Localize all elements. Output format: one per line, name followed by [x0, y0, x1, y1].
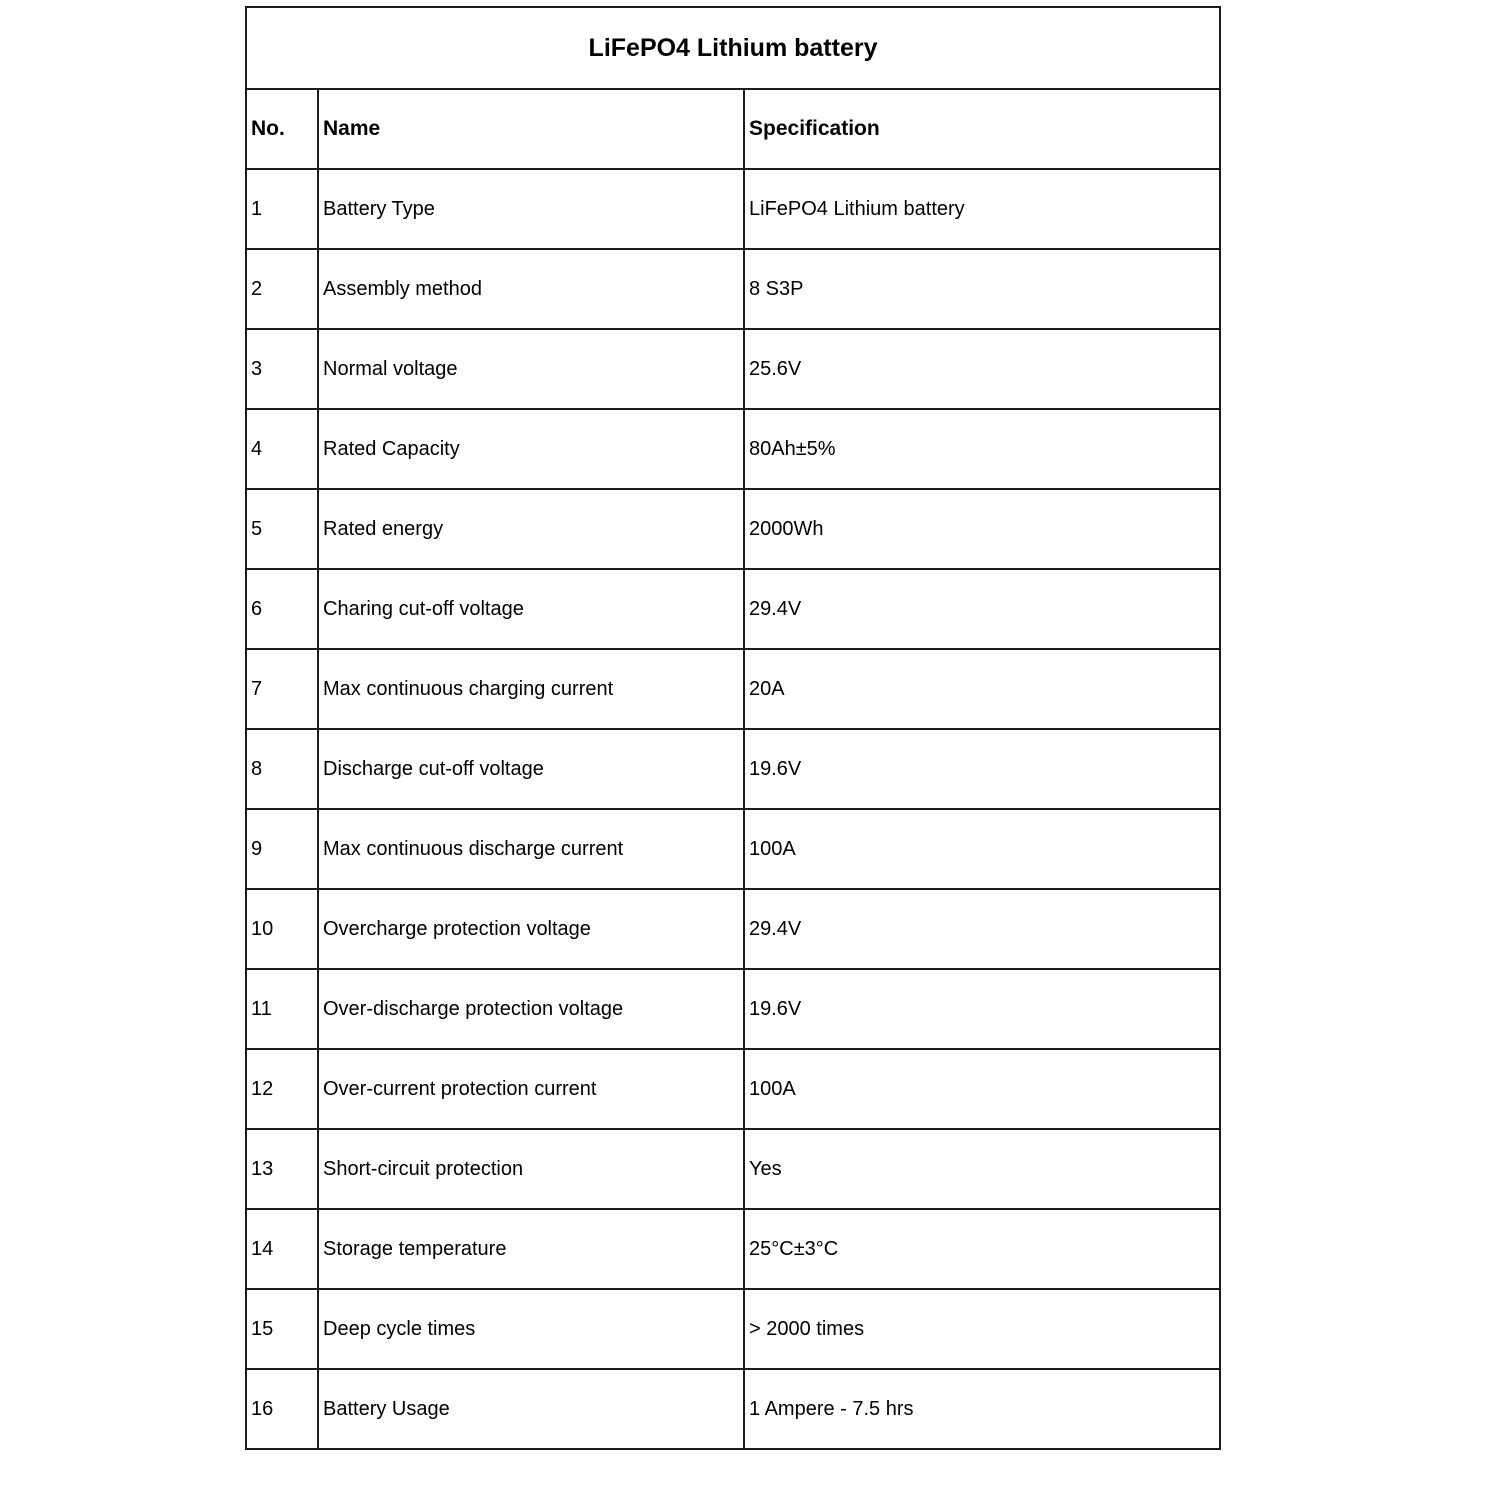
row-name: Normal voltage	[318, 329, 744, 409]
row-number: 9	[246, 809, 318, 889]
row-number: 3	[246, 329, 318, 409]
row-name: Max continuous charging current	[318, 649, 744, 729]
spec-table	[245, 6, 1221, 1450]
table-row	[246, 249, 1220, 329]
row-specification: 20A	[744, 649, 1220, 729]
table-row	[246, 889, 1220, 969]
row-name: Battery Type	[318, 169, 744, 249]
row-number: 4	[246, 409, 318, 489]
row-name: Deep cycle times	[318, 1289, 744, 1369]
table-row	[246, 489, 1220, 569]
row-name: Battery Usage	[318, 1369, 744, 1449]
table-row	[246, 969, 1220, 1049]
row-specification: 80Ah±5%	[744, 409, 1220, 489]
row-name: Overcharge protection voltage	[318, 889, 744, 969]
row-number: 14	[246, 1209, 318, 1289]
row-number: 16	[246, 1369, 318, 1449]
row-name: Over-discharge protection voltage	[318, 969, 744, 1049]
header-specification: Specification	[744, 89, 1220, 169]
row-specification: 2000Wh	[744, 489, 1220, 569]
row-number: 7	[246, 649, 318, 729]
row-name: Short-circuit protection	[318, 1129, 744, 1209]
table-row	[246, 409, 1220, 489]
row-specification: 25.6V	[744, 329, 1220, 409]
row-number: 11	[246, 969, 318, 1049]
row-number: 13	[246, 1129, 318, 1209]
table-row	[246, 649, 1220, 729]
header-no: No.	[246, 89, 318, 169]
row-specification: Yes	[744, 1129, 1220, 1209]
row-name: Over-current protection current	[318, 1049, 744, 1129]
table-row	[246, 809, 1220, 889]
row-number: 8	[246, 729, 318, 809]
table-row	[246, 1209, 1220, 1289]
row-specification: 19.6V	[744, 969, 1220, 1049]
table-row	[246, 729, 1220, 809]
row-name: Max continuous discharge current	[318, 809, 744, 889]
table-row	[246, 1369, 1220, 1449]
table-title: LiFePO4 Lithium battery	[246, 7, 1220, 89]
row-name: Storage temperature	[318, 1209, 744, 1289]
row-number: 2	[246, 249, 318, 329]
row-specification: 8 S3P	[744, 249, 1220, 329]
row-specification: 25°C±3°C	[744, 1209, 1220, 1289]
row-specification: 100A	[744, 1049, 1220, 1129]
table-row	[246, 329, 1220, 409]
table-body	[246, 169, 1220, 1449]
table-row	[246, 1289, 1220, 1369]
row-number: 1	[246, 169, 318, 249]
header-row	[246, 89, 1220, 169]
table-row	[246, 1049, 1220, 1129]
row-number: 10	[246, 889, 318, 969]
row-number: 5	[246, 489, 318, 569]
row-specification: LiFePO4 Lithium battery	[744, 169, 1220, 249]
table-row	[246, 169, 1220, 249]
row-number: 15	[246, 1289, 318, 1369]
table-row	[246, 1129, 1220, 1209]
row-specification: 100A	[744, 809, 1220, 889]
row-number: 12	[246, 1049, 318, 1129]
row-name: Charing cut-off voltage	[318, 569, 744, 649]
row-specification: 19.6V	[744, 729, 1220, 809]
header-name: Name	[318, 89, 744, 169]
row-specification: > 2000 times	[744, 1289, 1220, 1369]
row-name: Discharge cut-off voltage	[318, 729, 744, 809]
table-row	[246, 569, 1220, 649]
row-name: Rated energy	[318, 489, 744, 569]
row-specification: 1 Ampere - 7.5 hrs	[744, 1369, 1220, 1449]
row-name: Rated Capacity	[318, 409, 744, 489]
row-number: 6	[246, 569, 318, 649]
row-name: Assembly method	[318, 249, 744, 329]
row-specification: 29.4V	[744, 889, 1220, 969]
row-specification: 29.4V	[744, 569, 1220, 649]
title-row	[246, 7, 1220, 89]
